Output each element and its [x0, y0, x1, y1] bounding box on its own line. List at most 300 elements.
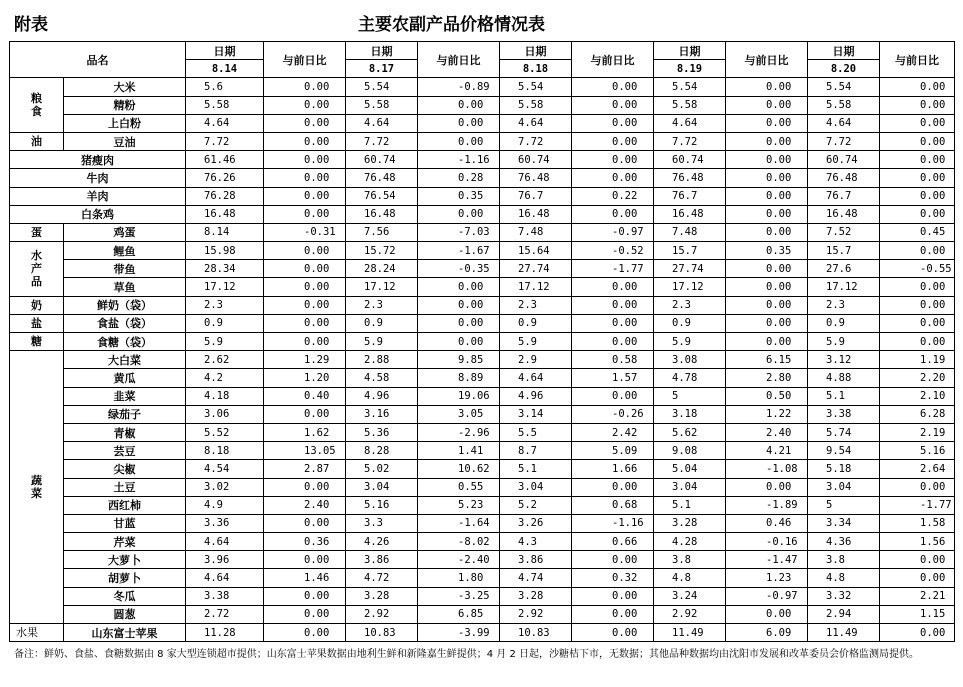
price-cell: 5.04: [654, 460, 726, 478]
price-cell: 3.34: [808, 514, 880, 532]
change-cell: -8.02: [418, 533, 500, 551]
change-cell: 0.66: [572, 533, 654, 551]
price-cell: 15.72: [346, 242, 418, 260]
change-cell: 0.35: [726, 242, 808, 260]
price-cell: 3.04: [500, 478, 572, 496]
price-cell: 76.7: [654, 187, 726, 205]
table-row: [10, 587, 955, 605]
price-cell: 27.74: [654, 260, 726, 278]
table-row: [10, 496, 955, 514]
price-cell: 9.54: [808, 442, 880, 460]
price-cell: 16.48: [500, 205, 572, 223]
change-cell: 1.22: [726, 405, 808, 423]
price-cell: 0.9: [346, 314, 418, 332]
price-cell: 76.7: [808, 187, 880, 205]
change-cell: 0.00: [880, 333, 955, 351]
change-cell: 0.00: [726, 114, 808, 132]
change-cell: 10.62: [418, 460, 500, 478]
price-cell: 5.9: [808, 333, 880, 351]
footnote: 备注：鲜奶、食盐、食糖数据由 8 家大型连锁超市提供；山东富士苹果数据由地利生鲜和新隆嘉生鲜提供；4 月 2 日起，沙糖桔下市，无数据；其他品种数据均由沈阳市发展和改革委员会价格监测局提供。: [14, 649, 919, 660]
change-cell: -1.47: [726, 551, 808, 569]
change-cell: 0.00: [572, 333, 654, 351]
table-row: [10, 169, 955, 187]
item-name: 胡萝卜: [64, 569, 186, 587]
change-cell: 2.40: [264, 496, 346, 514]
name-header: 品名: [10, 42, 186, 78]
category-label: 水 产 品: [10, 242, 64, 297]
change-cell: 0.00: [880, 242, 955, 260]
item-name: 羊肉: [10, 187, 186, 205]
price-cell: 0.9: [500, 314, 572, 332]
table-row: [10, 405, 955, 423]
price-cell: 3.12: [808, 351, 880, 369]
price-cell: 3.96: [186, 551, 264, 569]
change-cell: 2.21: [880, 587, 955, 605]
price-cell: 2.3: [186, 296, 264, 314]
table-row: [10, 423, 955, 441]
change-cell: 6.28: [880, 405, 955, 423]
price-cell: 76.54: [346, 187, 418, 205]
change-cell: -3.99: [418, 624, 500, 642]
price-cell: 3.38: [186, 587, 264, 605]
category-label: 蛋: [10, 223, 64, 241]
change-cell: -0.26: [572, 405, 654, 423]
price-cell: 5.36: [346, 423, 418, 441]
price-cell: 5.5: [500, 423, 572, 441]
price-cell: 5.52: [186, 423, 264, 441]
price-cell: 3.36: [186, 514, 264, 532]
change-cell: 0.00: [726, 151, 808, 169]
table-row: [10, 605, 955, 623]
price-cell: 3.28: [346, 587, 418, 605]
date-header: 日期: [654, 42, 726, 60]
change-cell: 1.23: [726, 569, 808, 587]
change-cell: 4.21: [726, 442, 808, 460]
price-cell: 2.9: [500, 351, 572, 369]
price-cell: 61.46: [186, 151, 264, 169]
price-cell: 5.58: [808, 96, 880, 114]
change-cell: 2.20: [880, 369, 955, 387]
price-cell: 3.04: [654, 478, 726, 496]
price-cell: 16.48: [186, 205, 264, 223]
item-name: 豆油: [64, 132, 186, 150]
price-cell: 3.16: [346, 405, 418, 423]
item-name: 山东富士苹果: [64, 624, 186, 642]
change-cell: 0.00: [726, 169, 808, 187]
price-cell: 4.96: [346, 387, 418, 405]
price-cell: 28.24: [346, 260, 418, 278]
change-cell: 0.00: [880, 78, 955, 96]
price-cell: 3.26: [500, 514, 572, 532]
price-table: [9, 41, 955, 642]
item-name: 大米: [64, 78, 186, 96]
price-cell: 3.24: [654, 587, 726, 605]
price-cell: 4.8: [654, 569, 726, 587]
price-cell: 16.48: [808, 205, 880, 223]
price-cell: 2.3: [500, 296, 572, 314]
price-cell: 15.7: [808, 242, 880, 260]
change-cell: 0.00: [572, 587, 654, 605]
change-cell: 0.00: [726, 96, 808, 114]
change-cell: 0.40: [264, 387, 346, 405]
change-cell: 0.00: [726, 260, 808, 278]
item-name: 大萝卜: [64, 551, 186, 569]
change-cell: 1.56: [880, 533, 955, 551]
price-cell: 17.12: [500, 278, 572, 296]
category-label: 盐: [10, 314, 64, 332]
item-name: 猪瘦肉: [10, 151, 186, 169]
change-cell: 0.00: [726, 296, 808, 314]
change-cell: -0.16: [726, 533, 808, 551]
date-value: 8.18: [500, 60, 572, 78]
change-cell: 0.00: [264, 151, 346, 169]
change-cell: 0.00: [880, 314, 955, 332]
category-label: 奶: [10, 296, 64, 314]
change-cell: 0.00: [264, 278, 346, 296]
price-cell: 4.64: [186, 114, 264, 132]
change-header: 与前日比: [726, 42, 808, 78]
change-cell: 0.00: [572, 169, 654, 187]
table-row: [10, 387, 955, 405]
change-cell: 2.80: [726, 369, 808, 387]
table-row: [10, 296, 955, 314]
price-cell: 2.72: [186, 605, 264, 623]
change-cell: 0.35: [418, 187, 500, 205]
change-cell: 0.00: [264, 132, 346, 150]
price-cell: 4.3: [500, 533, 572, 551]
price-cell: 7.72: [186, 132, 264, 150]
price-cell: 76.28: [186, 187, 264, 205]
change-cell: -1.77: [572, 260, 654, 278]
change-cell: 0.00: [726, 333, 808, 351]
change-cell: -0.97: [726, 587, 808, 605]
change-cell: -3.25: [418, 587, 500, 605]
price-cell: 3.86: [346, 551, 418, 569]
price-cell: 2.3: [654, 296, 726, 314]
change-cell: 0.00: [572, 624, 654, 642]
change-cell: 1.58: [880, 514, 955, 532]
change-cell: 0.00: [880, 296, 955, 314]
price-cell: 2.88: [346, 351, 418, 369]
price-cell: 3.04: [808, 478, 880, 496]
change-cell: 0.00: [726, 205, 808, 223]
table-row: [10, 205, 955, 223]
change-cell: -0.89: [418, 78, 500, 96]
change-cell: 0.00: [418, 314, 500, 332]
change-cell: 0.00: [880, 151, 955, 169]
price-cell: 4.64: [500, 369, 572, 387]
change-cell: 19.06: [418, 387, 500, 405]
price-cell: 5.9: [346, 333, 418, 351]
change-cell: 6.85: [418, 605, 500, 623]
price-cell: 4.28: [654, 533, 726, 551]
item-name: 鸡蛋: [64, 223, 186, 241]
table-row: [10, 533, 955, 551]
price-cell: 5.74: [808, 423, 880, 441]
category-label: 粮 食: [10, 78, 64, 133]
table-row: [10, 278, 955, 296]
change-cell: 6.09: [726, 624, 808, 642]
change-cell: 0.00: [418, 278, 500, 296]
price-cell: 3.14: [500, 405, 572, 423]
price-cell: 4.8: [808, 569, 880, 587]
appendix-label: 附表: [14, 15, 48, 35]
price-cell: 2.92: [346, 605, 418, 623]
item-name: 土豆: [64, 478, 186, 496]
change-cell: 6.15: [726, 351, 808, 369]
change-header: 与前日比: [264, 42, 346, 78]
change-cell: 0.00: [264, 551, 346, 569]
table-row: [10, 478, 955, 496]
change-cell: -0.52: [572, 242, 654, 260]
price-cell: 5.16: [346, 496, 418, 514]
change-cell: 0.00: [572, 278, 654, 296]
change-cell: 0.00: [572, 114, 654, 132]
item-name: 西红柿: [64, 496, 186, 514]
change-cell: 2.10: [880, 387, 955, 405]
change-cell: 9.85: [418, 351, 500, 369]
price-cell: 8.18: [186, 442, 264, 460]
price-cell: 60.74: [346, 151, 418, 169]
price-cell: 11.49: [808, 624, 880, 642]
price-cell: 17.12: [186, 278, 264, 296]
price-cell: 3.3: [346, 514, 418, 532]
price-cell: 2.92: [654, 605, 726, 623]
price-cell: 3.08: [654, 351, 726, 369]
item-name: 青椒: [64, 423, 186, 441]
table-row: [10, 96, 955, 114]
change-cell: 5.23: [418, 496, 500, 514]
change-cell: 0.00: [264, 514, 346, 532]
price-cell: 3.28: [654, 514, 726, 532]
change-cell: 0.00: [572, 96, 654, 114]
price-cell: 8.28: [346, 442, 418, 460]
date-header: 日期: [500, 42, 572, 60]
date-header: 日期: [346, 42, 418, 60]
change-cell: 5.16: [880, 442, 955, 460]
change-cell: 0.00: [418, 96, 500, 114]
change-cell: 0.00: [264, 296, 346, 314]
change-cell: 0.00: [726, 132, 808, 150]
price-cell: 7.72: [808, 132, 880, 150]
price-cell: 60.74: [500, 151, 572, 169]
change-cell: 0.00: [572, 78, 654, 96]
change-cell: 0.00: [418, 205, 500, 223]
item-name: 圆葱: [64, 605, 186, 623]
category-label: 油: [10, 132, 64, 150]
price-cell: 5: [654, 387, 726, 405]
price-cell: 5.54: [500, 78, 572, 96]
change-cell: 0.00: [264, 405, 346, 423]
price-cell: 5.54: [346, 78, 418, 96]
item-name: 上白粉: [64, 114, 186, 132]
change-cell: 0.58: [572, 351, 654, 369]
item-name: 绿茄子: [64, 405, 186, 423]
price-cell: 3.8: [654, 551, 726, 569]
price-cell: 5.58: [186, 96, 264, 114]
change-cell: 8.89: [418, 369, 500, 387]
price-cell: 4.64: [186, 569, 264, 587]
price-cell: 2.94: [808, 605, 880, 623]
change-cell: 0.00: [418, 114, 500, 132]
item-name: 带鱼: [64, 260, 186, 278]
change-cell: -0.55: [880, 260, 955, 278]
change-cell: 0.00: [880, 187, 955, 205]
change-cell: 1.19: [880, 351, 955, 369]
change-cell: 0.00: [880, 96, 955, 114]
price-cell: 2.3: [808, 296, 880, 314]
table-row: [10, 514, 955, 532]
change-cell: 0.00: [264, 260, 346, 278]
price-cell: 8.7: [500, 442, 572, 460]
change-cell: 13.05: [264, 442, 346, 460]
change-cell: 0.00: [880, 132, 955, 150]
item-name: 鲜奶（袋）: [64, 296, 186, 314]
price-cell: 4.64: [346, 114, 418, 132]
change-cell: 0.00: [880, 114, 955, 132]
change-cell: 2.19: [880, 423, 955, 441]
change-cell: -1.67: [418, 242, 500, 260]
change-cell: -1.08: [726, 460, 808, 478]
price-cell: 4.36: [808, 533, 880, 551]
table-row: [10, 78, 955, 96]
change-cell: 0.00: [572, 605, 654, 623]
change-cell: 0.00: [264, 314, 346, 332]
date-value: 8.20: [808, 60, 880, 78]
change-cell: 0.00: [264, 114, 346, 132]
change-cell: 0.00: [264, 605, 346, 623]
price-cell: 5.2: [500, 496, 572, 514]
change-cell: 0.00: [264, 478, 346, 496]
date-value: 8.17: [346, 60, 418, 78]
price-cell: 5.18: [808, 460, 880, 478]
item-name: 韭菜: [64, 387, 186, 405]
price-cell: 5.1: [808, 387, 880, 405]
change-cell: 0.00: [572, 132, 654, 150]
change-cell: 2.87: [264, 460, 346, 478]
item-name: 精粉: [64, 96, 186, 114]
item-name: 食盐（袋）: [64, 314, 186, 332]
change-cell: 0.68: [572, 496, 654, 514]
change-cell: -7.03: [418, 223, 500, 241]
change-cell: 1.20: [264, 369, 346, 387]
item-name: 芹菜: [64, 533, 186, 551]
table-row: [10, 351, 955, 369]
price-cell: 27.6: [808, 260, 880, 278]
price-cell: 3.28: [500, 587, 572, 605]
item-name: 鲤鱼: [64, 242, 186, 260]
change-cell: 0.00: [572, 551, 654, 569]
price-cell: 4.88: [808, 369, 880, 387]
change-cell: 2.42: [572, 423, 654, 441]
price-cell: 5.54: [808, 78, 880, 96]
change-cell: 0.00: [726, 278, 808, 296]
table-row: [10, 223, 955, 241]
item-name: 黄瓜: [64, 369, 186, 387]
change-cell: 0.00: [418, 333, 500, 351]
price-cell: 76.48: [654, 169, 726, 187]
change-cell: 2.40: [726, 423, 808, 441]
change-cell: 0.00: [264, 587, 346, 605]
change-header: 与前日比: [572, 42, 654, 78]
table-row: [10, 569, 955, 587]
price-cell: 5.1: [500, 460, 572, 478]
price-cell: 4.26: [346, 533, 418, 551]
price-cell: 0.9: [186, 314, 264, 332]
change-cell: 0.46: [726, 514, 808, 532]
change-cell: 0.00: [418, 296, 500, 314]
table-row: [10, 242, 955, 260]
change-cell: 0.00: [726, 223, 808, 241]
change-cell: 0.00: [264, 169, 346, 187]
change-cell: 0.00: [418, 132, 500, 150]
price-cell: 4.64: [654, 114, 726, 132]
price-cell: 3.06: [186, 405, 264, 423]
price-cell: 17.12: [346, 278, 418, 296]
item-name: 牛肉: [10, 169, 186, 187]
price-cell: 3.38: [808, 405, 880, 423]
change-cell: 0.00: [726, 605, 808, 623]
price-cell: 4.58: [346, 369, 418, 387]
change-cell: 1.80: [418, 569, 500, 587]
price-cell: 4.64: [500, 114, 572, 132]
change-cell: 0.00: [880, 478, 955, 496]
change-cell: 5.09: [572, 442, 654, 460]
change-cell: 0.00: [264, 78, 346, 96]
price-cell: 15.98: [186, 242, 264, 260]
change-cell: 0.00: [572, 478, 654, 496]
price-cell: 3.86: [500, 551, 572, 569]
price-cell: 4.54: [186, 460, 264, 478]
price-cell: 7.52: [808, 223, 880, 241]
price-cell: 4.64: [808, 114, 880, 132]
change-cell: 0.00: [726, 314, 808, 332]
price-cell: 4.78: [654, 369, 726, 387]
table-row: [10, 369, 955, 387]
price-cell: 76.48: [346, 169, 418, 187]
change-cell: 0.00: [264, 205, 346, 223]
change-cell: 0.00: [572, 296, 654, 314]
change-cell: -2.96: [418, 423, 500, 441]
category-label: 水果: [10, 624, 64, 642]
change-cell: 1.66: [572, 460, 654, 478]
price-cell: 4.74: [500, 569, 572, 587]
price-cell: 2.3: [346, 296, 418, 314]
price-cell: 76.26: [186, 169, 264, 187]
change-cell: 0.45: [880, 223, 955, 241]
table-row: [10, 442, 955, 460]
change-cell: -0.35: [418, 260, 500, 278]
change-cell: -1.89: [726, 496, 808, 514]
price-cell: 5.9: [186, 333, 264, 351]
date-value: 8.19: [654, 60, 726, 78]
change-cell: 3.05: [418, 405, 500, 423]
price-cell: 3.32: [808, 587, 880, 605]
price-cell: 4.18: [186, 387, 264, 405]
price-cell: 5.58: [346, 96, 418, 114]
table-row: [10, 551, 955, 569]
item-name: 尖椒: [64, 460, 186, 478]
table-row: [10, 314, 955, 332]
change-cell: 0.00: [880, 169, 955, 187]
date-header: 日期: [186, 42, 264, 60]
table-row: [10, 151, 955, 169]
price-cell: 3.04: [346, 478, 418, 496]
change-header: 与前日比: [880, 42, 955, 78]
price-cell: 5.58: [500, 96, 572, 114]
price-cell: 5.58: [654, 96, 726, 114]
price-cell: 7.56: [346, 223, 418, 241]
